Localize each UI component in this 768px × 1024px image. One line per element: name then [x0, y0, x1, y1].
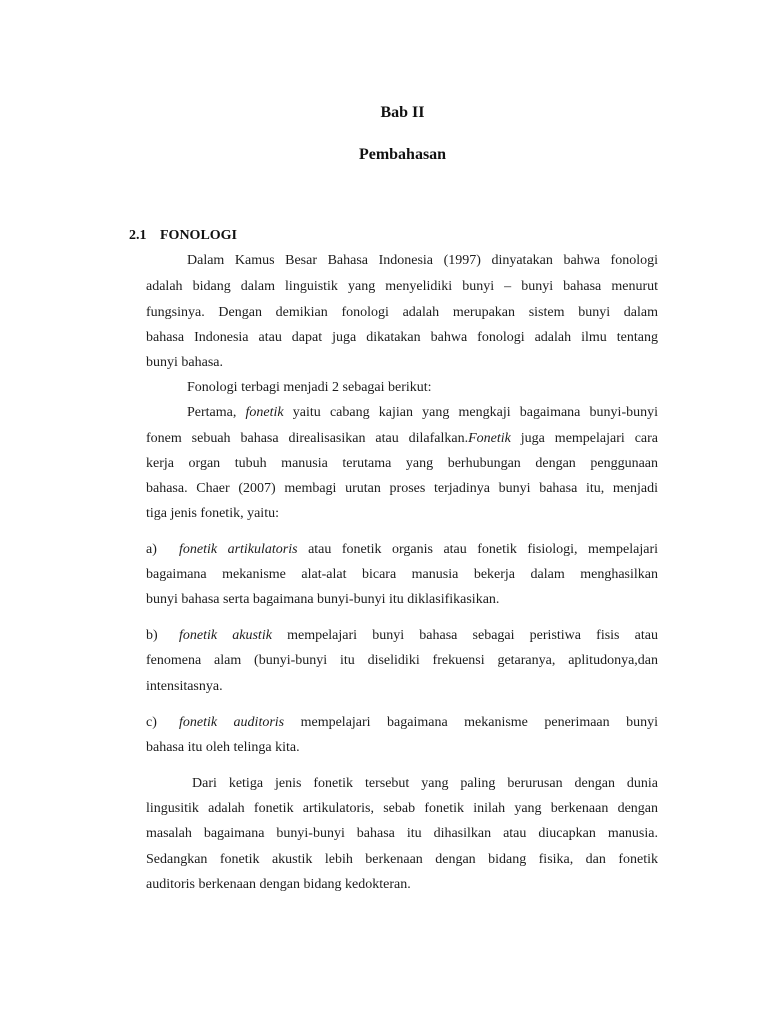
- italic-term: fonetik akustik: [179, 628, 272, 643]
- paragraph-line: fonem sebuah bahasa direalisasikan atau dilafalkan.Fonetik juga mempelajari cara: [146, 431, 658, 446]
- paragraph-line: kerja organ tubuh manusia terutama yang berhubungan dengan penggunaan: [146, 456, 658, 471]
- paragraph-line: bahasa. Chaer (2007) membagi urutan proses terjadinya bunyi bahasa itu, menjadi: [146, 481, 658, 496]
- section-title: FONOLOGI: [160, 228, 238, 243]
- chapter-title: Pembahasan: [358, 146, 447, 163]
- paragraph-line: auditoris berkenaan dengan bidang kedokteran.: [146, 877, 411, 892]
- paragraph-line: Sedangkan fonetik akustik lebih berkenaan dengan bidang fisika, dan fonetik: [146, 852, 658, 867]
- list-item-c: c) fonetik auditoris mempelajari bagaimana mekanisme penerimaan bunyi: [146, 715, 659, 730]
- list-line: bagaimana mekanisme alat-alat bicara manusia bekerja dalam menghasilkan: [146, 567, 658, 582]
- list-line: intensitasnya.: [146, 679, 223, 694]
- list-label: b): [146, 628, 158, 643]
- italic-term: fonetik artikulatoris: [179, 542, 298, 557]
- paragraph-line: masalah bagaimana bunyi-bunyi bahasa itu dihasilkan atau diucapkan manusia.: [146, 826, 658, 841]
- paragraph-line: Pertama, fonetik yaitu cabang kajian yang mengkaji bagaimana bunyi-bunyi: [187, 405, 658, 420]
- paragraph-line: Dari ketiga jenis fonetik tersebut yang paling berurusan dengan dunia: [192, 776, 658, 791]
- list-label: a): [146, 542, 157, 557]
- paragraph-line: tiga jenis fonetik, yaitu:: [146, 506, 279, 521]
- section-heading: [129, 228, 237, 244]
- list-line: bahasa itu oleh telinga kita.: [146, 740, 300, 755]
- italic-term: fonetik: [245, 405, 284, 420]
- italic-term: fonetik auditoris: [179, 715, 285, 730]
- list-item-a: a) fonetik artikulatoris atau fonetik organis atau fonetik fisiologi, mempelajari: [146, 542, 658, 557]
- chapter-heading: Bab II: [380, 104, 425, 121]
- paragraph-line: lingusitik adalah fonetik artikulatoris, sebab fonetik inilah yang berkenaan dengan: [146, 801, 658, 816]
- paragraph-line: Fonologi terbagi menjadi 2 sebagai berikut:: [187, 380, 432, 395]
- list-label: c): [146, 715, 157, 730]
- paragraph-line: Dalam Kamus Besar Bahasa Indonesia (1997) dinyatakan bahwa fonologi: [187, 253, 658, 268]
- list-line: bunyi bahasa serta bagaimana bunyi-bunyi itu diklasifikasikan.: [146, 592, 500, 607]
- paragraph-line: bunyi bahasa.: [146, 355, 223, 370]
- paragraph-line: adalah bidang dalam linguistik yang menyelidiki bunyi – bunyi bahasa menurut: [146, 279, 658, 294]
- paragraph-line: fungsinya. Dengan demikian fonologi adalah merupakan sistem bunyi dalam: [146, 305, 658, 320]
- section-number: 2.1: [129, 228, 147, 243]
- list-line: fenomena alam (bunyi-bunyi itu diselidiki frekuensi getaranya, aplitudonya,dan: [146, 653, 658, 668]
- list-item-b: b) fonetik akustik mempelajari bunyi bahasa sebagai peristiwa fisis atau: [146, 628, 658, 643]
- paragraph-line: bahasa Indonesia atau dapat juga dikatakan bahwa fonologi adalah ilmu tentang: [146, 330, 658, 345]
- italic-term: Fonetik: [468, 431, 511, 446]
